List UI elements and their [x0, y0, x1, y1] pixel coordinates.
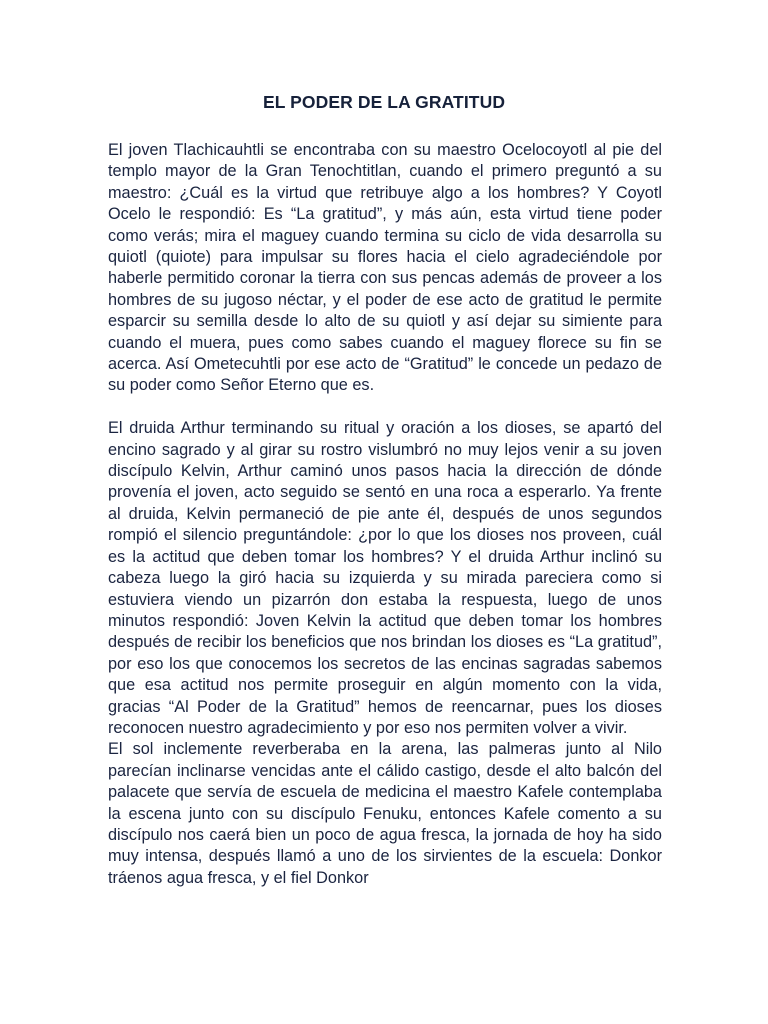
document-title: EL PODER DE LA GRATITUD	[262, 92, 506, 112]
document-body	[108, 140, 662, 889]
paragraph-egypt-story: El sol inclemente reverberaba en la arena, las palmeras junto al Nilo parecían inclinarse vencidas ante el cálido castigo, desde el alto balcón del palacete que servía de escuela de medicina el maestro Kafele contemplaba la escena junto con su discípulo Fenuku, entonces Kafele comento a su discípulo nos caerá bien un poco de agua fresca, la jornada de hoy ha sido muy intensa, después llamó a uno de los sirvientes de la escuela: Donkor tráenos agua fresca, y el fiel Donkor	[108, 740, 662, 887]
paragraph-aztec-story: El joven Tlachicauhtli se encontraba con su maestro Ocelocoyotl al pie del templo mayor de la Gran Tenochtitlan, cuando el primero preguntó a su maestro: ¿Cuál es la virtud que retribuye algo a los hombres? Y Coyotl Ocelo le respondió: Es “La gratitud”, y más aún, esta virtud tiene poder como verás; mira el maguey cuando termina su ciclo de vida desarrolla su quiotl (quiote) para impulsar su flores hacia el cielo agradeciéndole por haberle permitido coronar la tierra con sus pencas además de proveer a los hombres de su jugoso néctar, y el poder de ese acto de gratitud le permite esparcir su semilla desde lo alto de su quiotl y así dejar su simiente para cuando el muera, pues como sabes cuando el maguey florece su fin se acerca. Así Ometecuhtli por ese acto de “Gratitud” le concede un pedazo de su poder como Señor Eterno que es.	[108, 141, 662, 395]
paragraph-druid-story: El druida Arthur terminando su ritual y oración a los dioses, se apartó del encino sagrado y al girar su rostro vislumbró no muy lejos venir a su joven discípulo Kelvin, Arthur caminó unos pasos hacia la dirección de dónde provenía el joven, acto seguido se sentó en una roca a esperarlo. Ya frente al druida, Kelvin permaneció de pie ante él, después de unos segundos rompió el silencio preguntándole: ¿por lo que los dioses nos proveen, cuál es la actitud que deben tomar los hombres? Y el druida Arthur inclinó su cabeza luego la giró hacia su izquierda y su mirada pareciera como si estuviera viendo un pizarrón don estaba la respuesta, luego de unos minutos respondió: Joven Kelvin la actitud que deben tomar los hombres después de recibir los beneficios que nos brindan los dioses es “La gratitud”, por eso los que conocemos los secretos de las encinas sagradas sabemos que esa actitud nos permite proseguir en algún momento con la vida, gracias “Al Poder de la Gratitud” hemos de reencarnar, pues los dioses reconocen nuestro agradecimiento y por eso nos permiten volver a vivir.	[108, 419, 662, 737]
